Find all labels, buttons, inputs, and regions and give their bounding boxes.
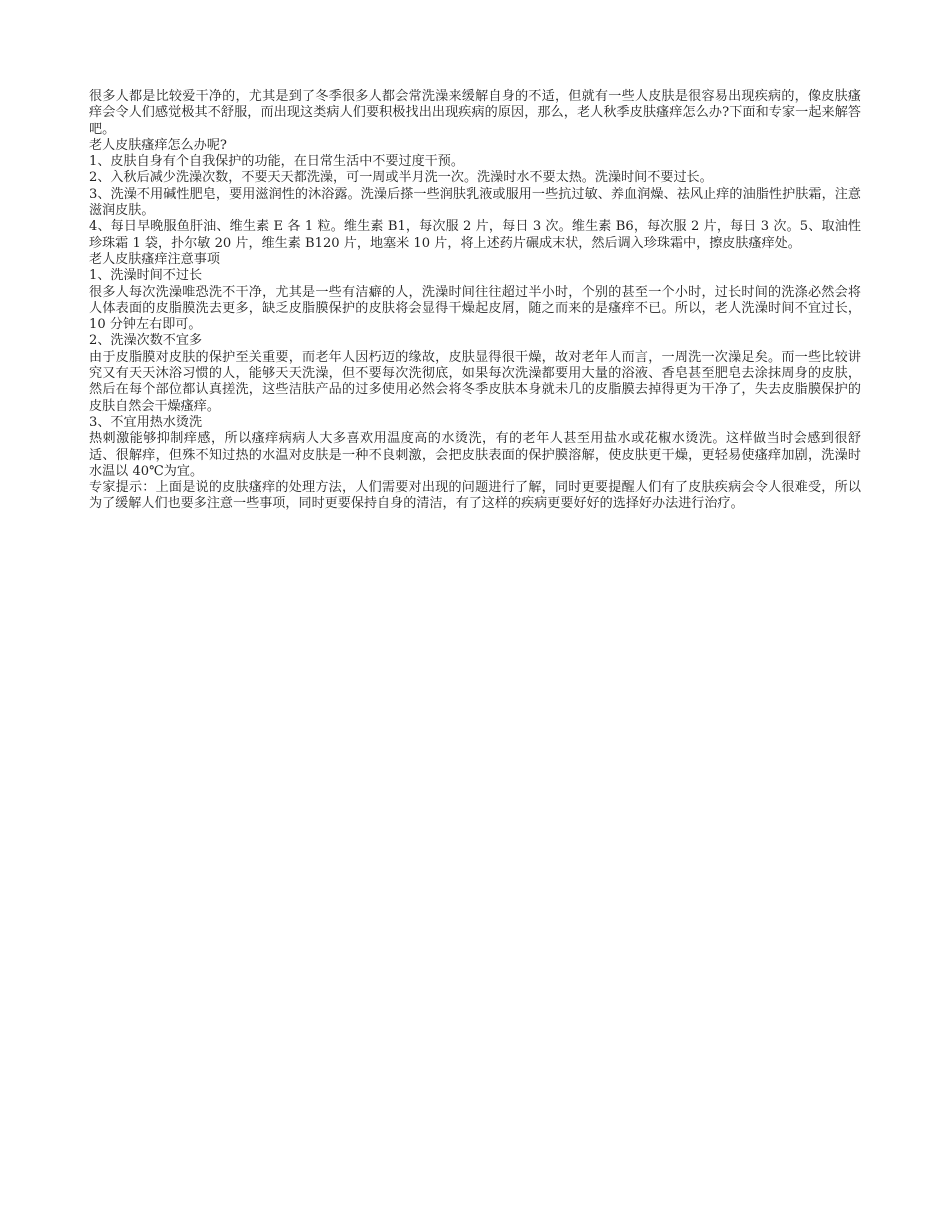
article-body [89,89,861,513]
expert-tip-paragraph: 专家提示：上面是说的皮肤瘙痒的处理方法，人们需要对出现的问题进行了解，同时更要提醒人们有了皮肤疾病会令人很难受，所以为了缓解人们也要多注意一些事项，同时更要保持自身的清洁，有了这样的疾病更要好好的选择好办法进行治疗。 [89,480,861,512]
subsection-paragraph: 由于皮脂膜对皮肤的保护至关重要，而老年人因朽迈的缘故，皮肤显得很干燥，故对老年人而言，一周洗一次澡足矣。而一些比较讲究又有天天沐浴习惯的人，能够天天洗澡，但不要每次洗彻底，如果每次洗澡都要用大量的浴液、香皂甚至肥皂去涂抹周身的皮肤，然后在每个部位都认真搓洗，这些洁肤产品的过多使用必然会将冬季皮肤本身就未几的皮脂膜去掉得更为干净了，失去皮脂膜保护的皮肤自然会干燥瘙痒。 [89,349,861,414]
subsection-paragraph: 很多人每次洗澡唯恐洗不干净，尤其是一些有洁癖的人，洗澡时间往往超过半小时，个别的甚至一个小时，过长时间的洗涤必然会将人体表面的皮脂膜洗去更多，缺乏皮脂膜保护的皮肤将会显得干燥起皮屑，随之而来的是瘙痒不已。所以，老人洗澡时间不宜过长，10 分钟左右即可。 [89,284,861,333]
intro-paragraph: 很多人都是比较爱干净的，尤其是到了冬季很多人都会常洗澡来缓解自身的不适，但就有一些人皮肤是很容易出现疾病的，像皮肤瘙痒会令人们感觉极其不舒服，而出现这类病人们要积极找出出现疾病的原因，那么，老人秋季皮肤瘙痒怎么办?下面和专家一起来解答吧。 [89,89,861,137]
subsection-title: 3、不宜用热水烫洗 [89,414,203,430]
list-item: 2、入秋后减少洗澡次数，不要天天都洗澡，可一周或半月洗一次。洗澡时水不要太热。洗澡时间不要过长。 [89,170,713,186]
list-item: 4、每日早晚服鱼肝油、维生素 E 各 1 粒。维生素 B1，每次服 2 片，每日 3 次。维生素 B6，每次服 2 片，每日 3 次。5、取油性珍珠霜 1 袋，扑尔敏 20 片，维生素 B120 片，地塞米 10 片，将上述药片碾成末状，然后调入珍珠霜中，擦皮肤瘙痒处。 [89,219,861,251]
section-heading: 老人皮肤瘙痒怎么办呢? [89,137,227,153]
subsection-title: 1、洗澡时间不过长 [89,268,203,284]
subsection-paragraph: 热刺激能够抑制痒感，所以瘙痒病病人大多喜欢用温度高的水烫洗，有的老年人甚至用盐水或花椒水烫洗。这样做当时会感到很舒适、很解痒，但殊不知过热的水温对皮肤是一种不良刺激，会把皮肤表面的保护膜溶解，使皮肤更干燥，更轻易使瘙痒加剧，洗澡时水温以 40℃为宜。 [89,431,861,479]
section-heading: 老人皮肤瘙痒注意事项 [89,251,220,267]
list-item: 1、皮肤自身有个自我保护的功能，在日常生活中不要过度干预。 [89,154,464,170]
subsection-title: 2、洗澡次数不宜多 [89,333,203,349]
list-item: 3、洗澡不用碱性肥皂，要用滋润性的沐浴露。洗澡后搽一些润肤乳液或服用一些抗过敏、养血润燥、祛风止痒的油脂性护肤霜，注意滋润皮肤。 [89,186,861,219]
